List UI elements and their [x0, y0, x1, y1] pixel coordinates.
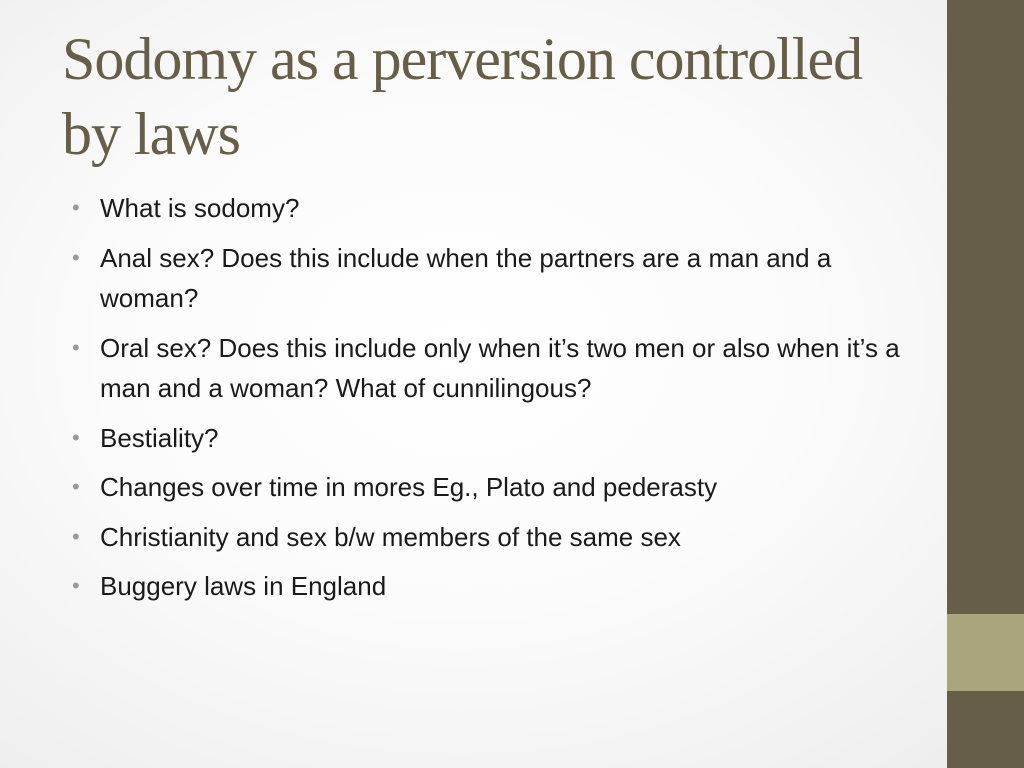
- bullet-text: Christianity and sex b/w members of the same sex: [100, 521, 681, 552]
- bullet-item: [70, 328, 900, 409]
- bullet-text: Anal sex? Does this include when the partners are a man and a woman?: [100, 242, 832, 313]
- side-accent-block: [947, 614, 1024, 691]
- bullet-text: Oral sex? Does this include only when it’s two men or also when it’s a man and a woman? What of cunnilingous?: [100, 332, 900, 403]
- bullet-item: [70, 418, 900, 459]
- bullet-dot-icon: •: [72, 474, 80, 499]
- bullet-text: Changes over time in mores Eg., Plato and pederasty: [100, 472, 718, 502]
- bullet-text: What is sodomy?: [100, 193, 300, 223]
- bullet-text: Buggery laws in England: [100, 571, 387, 601]
- bullet-item: [70, 517, 900, 558]
- bullet-dot-icon: •: [72, 573, 80, 598]
- bullet-dot-icon: •: [72, 334, 80, 360]
- bullet-dot-icon: •: [72, 424, 80, 450]
- bullet-list: [70, 188, 900, 616]
- bullet-text: Bestiality?: [100, 422, 219, 453]
- bullet-dot-icon: •: [72, 195, 80, 220]
- bullet-item: [70, 566, 900, 607]
- slide-title: Sodomy as a perversion controlled by laws: [62, 26, 863, 167]
- bullet-dot-icon: •: [72, 244, 80, 270]
- bullet-item: [70, 188, 900, 229]
- bullet-item: [70, 238, 900, 319]
- bullet-dot-icon: •: [72, 523, 80, 549]
- bullet-item: [70, 467, 900, 508]
